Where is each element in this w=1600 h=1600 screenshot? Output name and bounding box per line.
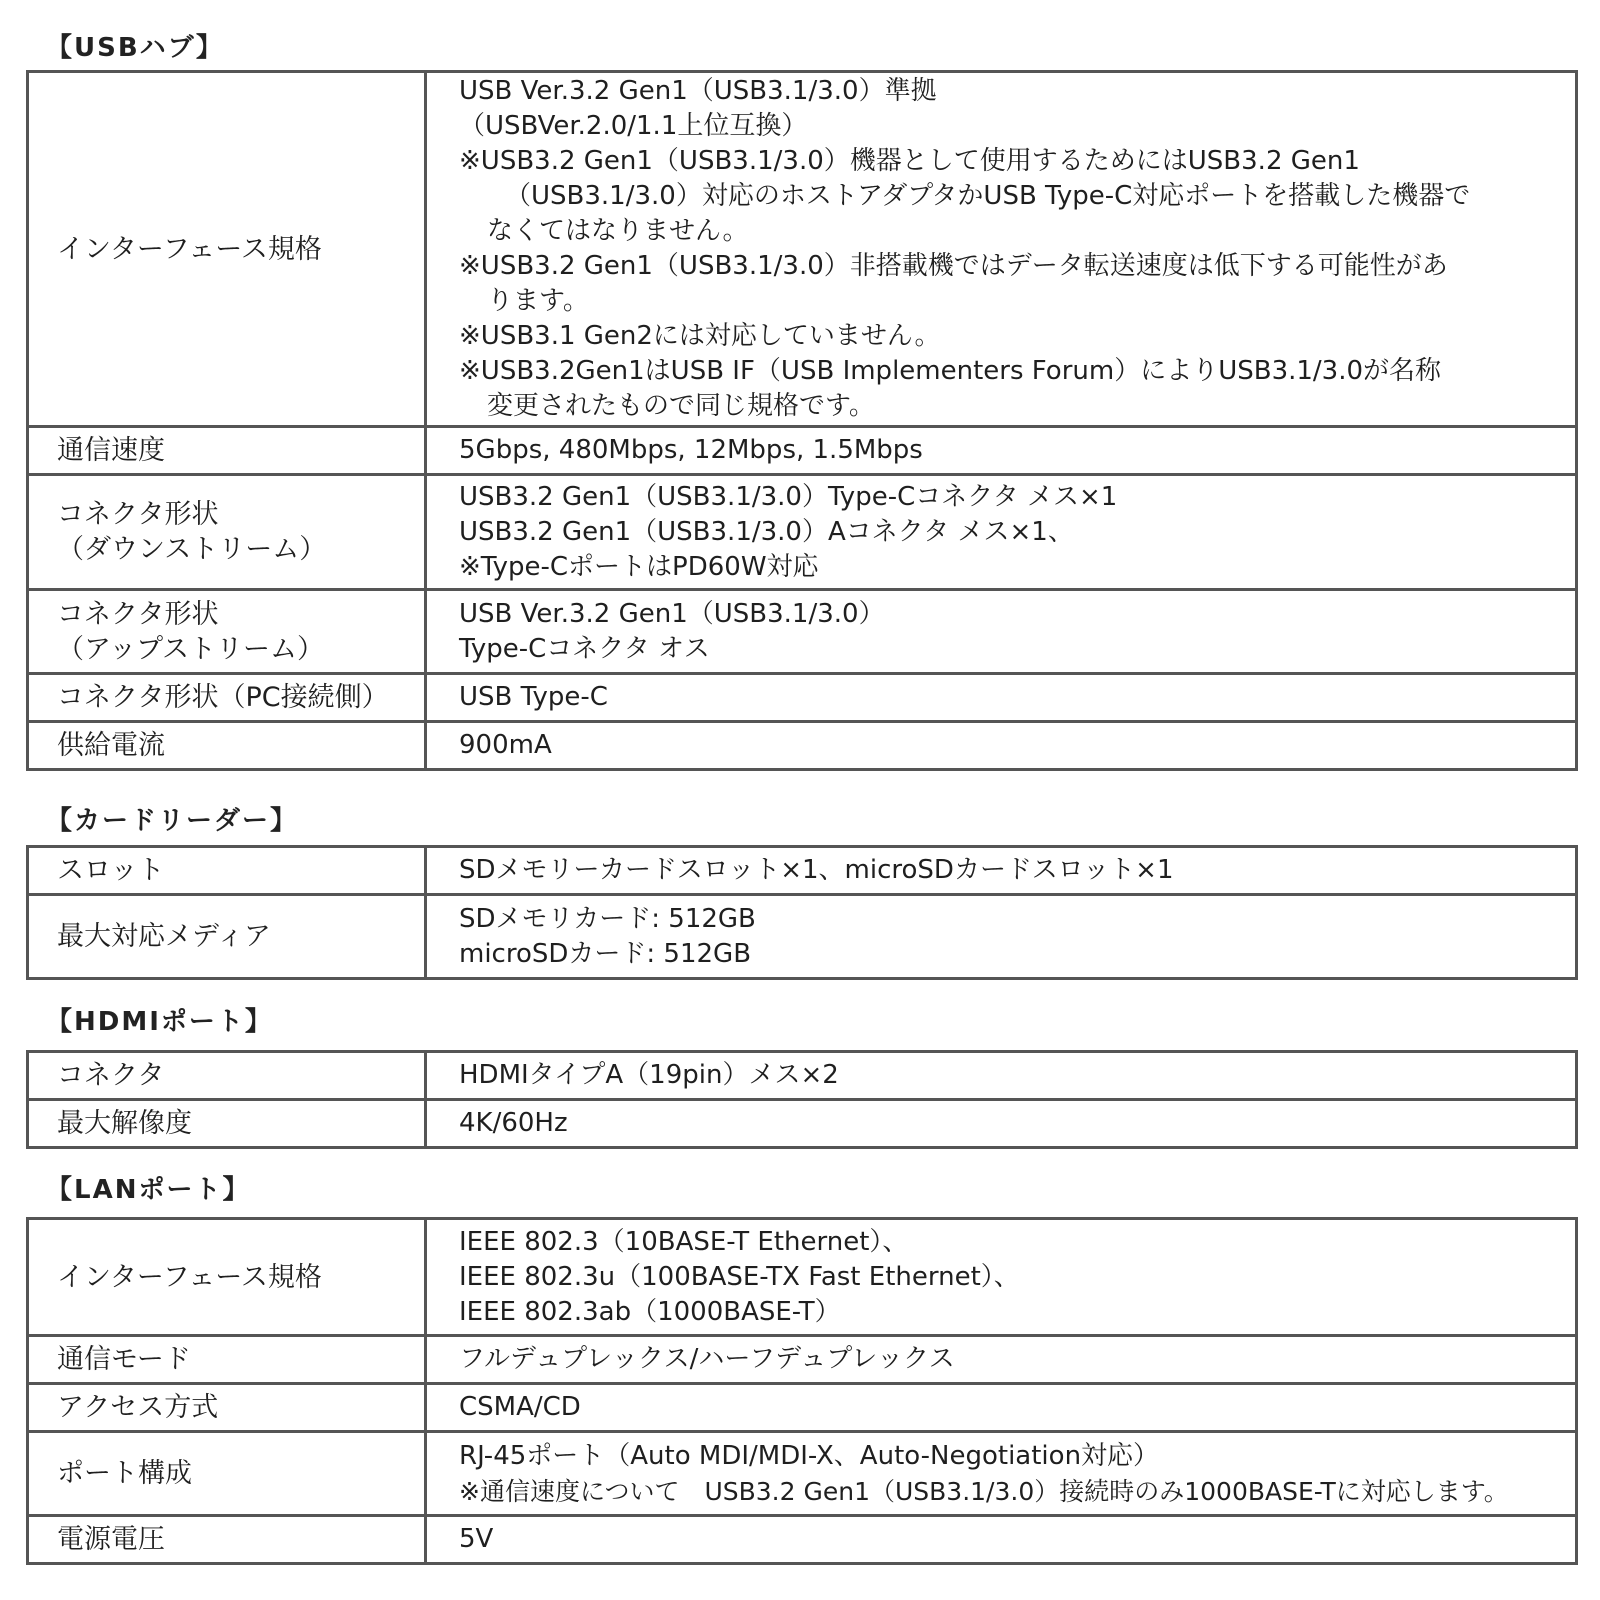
value-line: SDメモリーカードスロット×1、microSDカードスロット×1 bbox=[459, 855, 1174, 885]
row-label: スロット bbox=[28, 847, 426, 895]
row-value bbox=[426, 475, 1577, 590]
table-row bbox=[28, 1516, 1577, 1564]
row-value bbox=[426, 1100, 1577, 1148]
row-value bbox=[426, 427, 1577, 475]
row-value bbox=[426, 1432, 1577, 1516]
row-value bbox=[426, 1384, 1577, 1432]
table-row bbox=[28, 1052, 1577, 1100]
value-line: microSDカード: 512GB bbox=[459, 938, 752, 969]
value-line: （USBVer.2.0/1.1上位互換） bbox=[459, 111, 808, 141]
table-row bbox=[28, 674, 1577, 722]
lan-port-spec-table bbox=[26, 1217, 1578, 1565]
row-label: コネクタ形状 （アップストリーム） bbox=[28, 590, 426, 674]
value-line: USB Ver.3.2 Gen1（USB3.1/3.0）準拠 bbox=[459, 76, 937, 106]
value-line: ※USB3.2Gen1はUSB IF（USB Implementers Forum）によりUSB3.1/3.0が名称 bbox=[459, 356, 1442, 386]
row-value bbox=[426, 1052, 1577, 1100]
row-value bbox=[426, 722, 1577, 770]
row-value bbox=[426, 72, 1577, 427]
row-label: コネクタ bbox=[28, 1052, 426, 1100]
value-line: USB3.2 Gen1（USB3.1/3.0）Aコネクタ メス×1、 bbox=[459, 516, 1074, 547]
row-label: 通信モード bbox=[28, 1336, 426, 1384]
value-line: USB Type-C bbox=[459, 682, 608, 712]
row-value bbox=[426, 895, 1577, 979]
row-label: 最大解像度 bbox=[28, 1100, 426, 1148]
table-row bbox=[28, 1336, 1577, 1384]
row-label: ポート構成 bbox=[28, 1432, 426, 1516]
table-row bbox=[28, 427, 1577, 475]
table-row bbox=[28, 1100, 1577, 1148]
table-row bbox=[28, 590, 1577, 674]
value-line: ※USB3.1 Gen2には対応していません。 bbox=[459, 321, 941, 351]
value-line: RJ-45ポート（Auto MDI/MDI-X、Auto-Negotiation対応） bbox=[459, 1440, 1160, 1471]
row-value bbox=[426, 1516, 1577, 1564]
row-label: コネクタ形状 （ダウンストリーム） bbox=[28, 475, 426, 590]
value-line: ※Type-CポートはPD60W対応 bbox=[459, 551, 819, 582]
row-label: インターフェース規格 bbox=[28, 72, 426, 427]
value-line: ※USB3.2 Gen1（USB3.1/3.0）非搭載機ではデータ転送速度は低下する可能性があ bbox=[459, 251, 1448, 281]
table-row bbox=[28, 72, 1577, 427]
section-title-card-reader: 【カードリーダー】 bbox=[46, 806, 299, 836]
row-label: 通信速度 bbox=[28, 427, 426, 475]
card-reader-spec-table bbox=[26, 845, 1578, 980]
value-line: ※USB3.2 Gen1（USB3.1/3.0）機器として使用するためにはUSB3.2 Gen1 bbox=[459, 146, 1360, 176]
value-line: IEEE 802.3u（100BASE-TX Fast Ethernet）、 bbox=[459, 1261, 1020, 1292]
row-label: インターフェース規格 bbox=[28, 1219, 426, 1336]
row-label: 電源電圧 bbox=[28, 1516, 426, 1564]
value-line: フルデュプレックス/ハーフデュプレックス bbox=[459, 1344, 955, 1374]
usb-hub-spec-table bbox=[26, 70, 1578, 771]
value-line: CSMA/CD bbox=[459, 1392, 581, 1422]
row-value bbox=[426, 590, 1577, 674]
value-line: なくてはなりません。 bbox=[487, 216, 749, 246]
value-line: USB Ver.3.2 Gen1（USB3.1/3.0） bbox=[459, 598, 885, 629]
row-value bbox=[426, 1336, 1577, 1384]
value-line: （USB3.1/3.0）対応のホストアダプタかUSB Type-C対応ポートを搭載した機器で bbox=[505, 181, 1471, 211]
value-line: 900mA bbox=[459, 730, 552, 760]
value-line: Type-Cコネクタ オス bbox=[459, 633, 710, 664]
row-label: アクセス方式 bbox=[28, 1384, 426, 1432]
row-value bbox=[426, 847, 1577, 895]
hdmi-port-spec-table bbox=[26, 1050, 1578, 1149]
table-row bbox=[28, 1219, 1577, 1336]
table-row bbox=[28, 895, 1577, 979]
row-value bbox=[426, 674, 1577, 722]
value-line: 5V bbox=[459, 1524, 494, 1554]
value-line: ります。 bbox=[487, 286, 589, 316]
table-row bbox=[28, 722, 1577, 770]
table-row bbox=[28, 1384, 1577, 1432]
row-label: コネクタ形状（PC接続側） bbox=[28, 674, 426, 722]
value-line: SDメモリカード: 512GB bbox=[459, 903, 756, 934]
table-row bbox=[28, 475, 1577, 590]
value-line: 4K/60Hz bbox=[459, 1108, 568, 1138]
value-line: USB3.2 Gen1（USB3.1/3.0）Type-Cコネクタ メス×1 bbox=[459, 481, 1118, 512]
table-row bbox=[28, 1432, 1577, 1516]
table-row bbox=[28, 847, 1577, 895]
section-title-hdmi-port: 【HDMIポート】 bbox=[46, 1007, 273, 1037]
row-label: 最大対応メディア bbox=[28, 895, 426, 979]
value-line: IEEE 802.3（10BASE-T Ethernet）、 bbox=[459, 1226, 909, 1257]
section-title-usb-hub: 【USBハブ】 bbox=[46, 33, 224, 63]
value-line: 変更されたもので同じ規格です。 bbox=[487, 391, 875, 421]
value-line: HDMIタイプA（19pin）メス×2 bbox=[459, 1060, 839, 1090]
value-line: 5Gbps, 480Mbps, 12Mbps, 1.5Mbps bbox=[459, 435, 923, 465]
value-line: ※通信速度について USB3.2 Gen1（USB3.1/3.0）接続時のみ1000BASE-Tに対応します。 bbox=[459, 1476, 1509, 1506]
row-label: 供給電流 bbox=[28, 722, 426, 770]
value-line: IEEE 802.3ab（1000BASE-T） bbox=[459, 1296, 841, 1327]
section-title-lan-port: 【LANポート】 bbox=[46, 1175, 251, 1205]
row-value bbox=[426, 1219, 1577, 1336]
